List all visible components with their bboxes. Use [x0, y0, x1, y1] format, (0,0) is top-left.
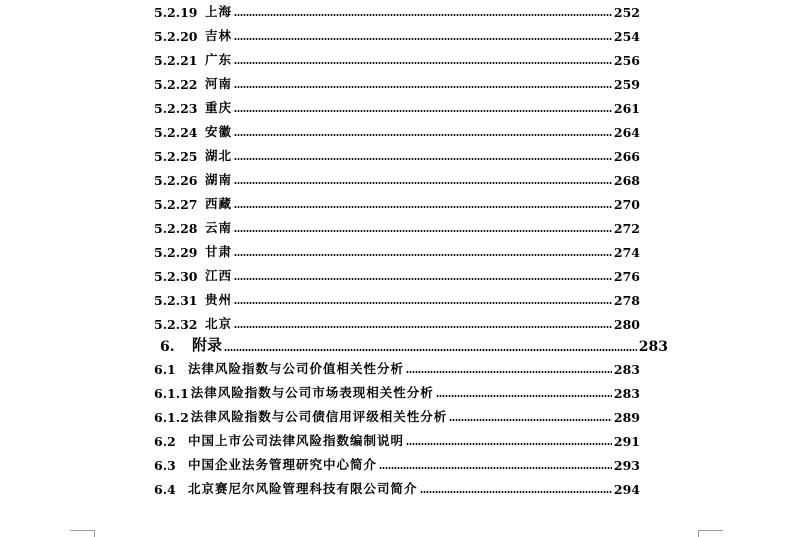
toc-entry[interactable] [154, 449, 640, 473]
dot-leader [234, 13, 612, 17]
toc-entry[interactable] [154, 284, 640, 308]
toc-page: 254 [613, 29, 640, 44]
toc-number: 5.2.22 [154, 77, 198, 92]
dot-leader [234, 61, 612, 65]
toc-entry[interactable] [154, 92, 640, 116]
toc-page: 261 [613, 101, 640, 116]
toc-entry[interactable] [154, 473, 640, 497]
toc-title: 中国上市公司法律风险指数编制说明 [188, 433, 405, 448]
toc-number: 5.2.30 [154, 269, 198, 284]
toc-title: 江西 [205, 268, 233, 283]
toc-entry[interactable] [154, 212, 640, 236]
toc-page: 293 [613, 458, 640, 473]
toc-entry[interactable] [154, 68, 640, 92]
toc-number: 5.2.29 [154, 245, 198, 260]
dot-leader [234, 85, 612, 89]
toc-entry[interactable] [154, 236, 640, 260]
toc-page: 276 [613, 269, 640, 284]
toc-number: 5.2.25 [154, 149, 198, 164]
toc-entry[interactable] [154, 0, 640, 20]
toc-page: 266 [613, 149, 640, 164]
toc-entry[interactable] [154, 425, 640, 449]
toc-page: 274 [613, 245, 640, 260]
toc-number: 5.2.21 [154, 53, 198, 68]
dot-leader [234, 253, 612, 257]
dot-leader [379, 466, 612, 470]
toc-title: 上海 [205, 4, 233, 19]
toc-page: 270 [613, 197, 640, 212]
toc-number: 6. [160, 339, 175, 355]
toc-title: 中国企业法务管理研究中心简介 [188, 457, 378, 472]
toc-page: 278 [613, 293, 640, 308]
toc-page: 291 [613, 434, 640, 449]
toc-entry[interactable] [154, 116, 640, 140]
dot-leader [234, 109, 612, 113]
dot-leader [224, 348, 637, 352]
toc-number: 5.2.26 [154, 173, 198, 188]
toc-page: 264 [613, 125, 640, 140]
toc-entry[interactable] [154, 140, 640, 164]
toc-page: 283 [638, 339, 668, 355]
toc-entry[interactable] [154, 377, 640, 401]
toc-number: 5.2.19 [154, 5, 198, 20]
toc-entry[interactable] [154, 164, 640, 188]
toc-number: 5.2.24 [154, 125, 198, 140]
dot-leader [436, 394, 612, 398]
toc-page: 259 [613, 77, 640, 92]
toc-number: 6.1.1 [154, 386, 189, 401]
toc-title: 法律风险指数与公司债信用评级相关性分析 [190, 409, 448, 424]
toc-page: 283 [613, 386, 640, 401]
toc-title: 云南 [205, 220, 233, 235]
toc-title: 附录 [192, 336, 223, 354]
dot-leader [234, 277, 612, 281]
toc-number: 6.3 [154, 458, 176, 473]
toc-title: 湖南 [205, 172, 233, 187]
dot-leader [234, 181, 612, 185]
toc-page: 268 [613, 173, 640, 188]
toc-number: 5.2.23 [154, 101, 198, 116]
toc-page: 256 [613, 53, 640, 68]
dot-leader [234, 37, 612, 41]
toc-number: 5.2.27 [154, 197, 198, 212]
toc-number: 5.2.31 [154, 293, 198, 308]
toc-number: 5.2.28 [154, 221, 198, 236]
dot-leader [234, 301, 612, 305]
toc-title: 西藏 [205, 196, 233, 211]
toc-page: 280 [613, 317, 640, 332]
toc-page: 294 [613, 482, 640, 497]
dot-leader [449, 418, 612, 422]
toc-number: 6.1 [154, 362, 176, 377]
dot-leader [234, 229, 612, 233]
toc-title: 重庆 [205, 100, 233, 115]
toc-title: 法律风险指数与公司市场表现相关性分析 [190, 385, 434, 400]
toc-number: 6.4 [154, 482, 176, 497]
dot-leader [406, 442, 612, 446]
toc-title: 吉林 [205, 28, 233, 43]
toc-title: 北京赛尼尔风险管理科技有限公司简介 [188, 481, 418, 496]
toc-title: 法律风险指数与公司价值相关性分析 [188, 361, 405, 376]
toc-entry[interactable] [154, 20, 640, 44]
toc-title: 贵州 [205, 292, 233, 307]
toc-entry[interactable] [154, 401, 640, 425]
toc-number: 5.2.32 [154, 317, 198, 332]
toc-number: 6.1.2 [154, 410, 189, 425]
toc-page: 289 [613, 410, 640, 425]
toc-title: 安徽 [205, 124, 233, 139]
toc-number: 5.2.20 [154, 29, 198, 44]
dot-leader [234, 133, 612, 137]
toc-page: 283 [613, 362, 640, 377]
toc-page: 252 [613, 5, 640, 20]
toc-entry[interactable] [154, 188, 640, 212]
toc-chapter-entry[interactable] [160, 329, 668, 355]
toc-number: 6.2 [154, 434, 176, 449]
dot-leader [234, 205, 612, 209]
toc-entry[interactable] [154, 353, 640, 377]
dot-leader [406, 370, 612, 374]
toc-page: 272 [613, 221, 640, 236]
toc-entry[interactable] [154, 260, 640, 284]
toc-title: 北京 [205, 316, 233, 331]
toc-title: 湖北 [205, 148, 233, 163]
toc-title: 广东 [205, 52, 233, 67]
toc-entry[interactable] [154, 44, 640, 68]
dot-leader [420, 490, 612, 494]
toc-title: 河南 [205, 76, 233, 91]
dot-leader [234, 157, 612, 161]
toc-title: 甘肃 [205, 244, 233, 259]
